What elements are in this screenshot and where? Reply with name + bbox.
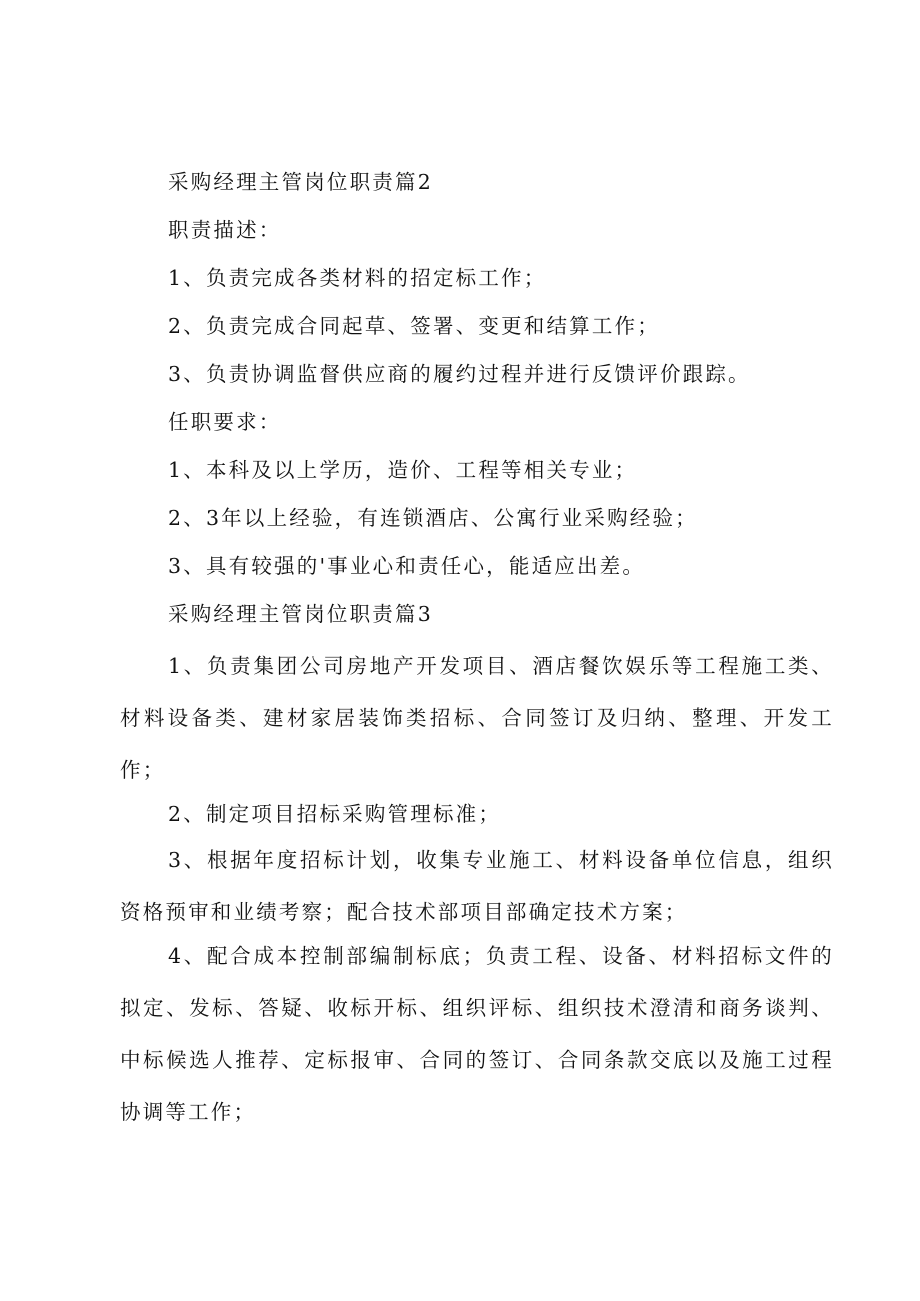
section-3-item-2: 2、制定项目招标采购管理标准； bbox=[168, 802, 502, 826]
duty-item-3: 3、负责协调监督供应商的履约过程并进行反馈评价跟踪。 bbox=[168, 362, 751, 386]
requirements-heading: 任职要求： bbox=[168, 410, 282, 434]
section-3-title: 采购经理主管岗位职责篇3 bbox=[168, 602, 433, 626]
section-3-item-1: 1、负责集团公司房地产开发项目、酒店餐饮娱乐等工程施工类、材料设备类、建材家居装饰类招标、合同签订及归纳、整理、开发工作； bbox=[120, 654, 834, 782]
duties-heading: 职责描述： bbox=[168, 218, 282, 242]
duty-item-2: 2、负责完成合同起草、签署、变更和结算工作； bbox=[168, 314, 660, 338]
section-3-item-4: 4、配合成本控制部编制标底；负责工程、设备、材料招标文件的拟定、发标、答疑、收标开标、组织评标、组织技术澄清和商务谈判、中标候选人推荐、定标报审、合同的签订、合同条款交底以及施工过程协调等工作； bbox=[120, 944, 834, 1124]
requirement-item-1: 1、本科及以上学历，造价、工程等相关专业； bbox=[168, 458, 638, 482]
requirement-item-2: 2、3年以上经验，有连锁酒店、公寓行业采购经验； bbox=[168, 506, 698, 530]
requirement-item-3: 3、具有较强的'事业心和责任心，能适应出差。 bbox=[168, 554, 646, 578]
duty-item-1: 1、负责完成各类材料的招定标工作； bbox=[168, 266, 547, 290]
section-2-title: 采购经理主管岗位职责篇2 bbox=[168, 170, 433, 194]
section-3-item-3: 3、根据年度招标计划，收集专业施工、材料设备单位信息，组织资格预审和业绩考察；配合技术部项目部确定技术方案； bbox=[120, 848, 834, 924]
